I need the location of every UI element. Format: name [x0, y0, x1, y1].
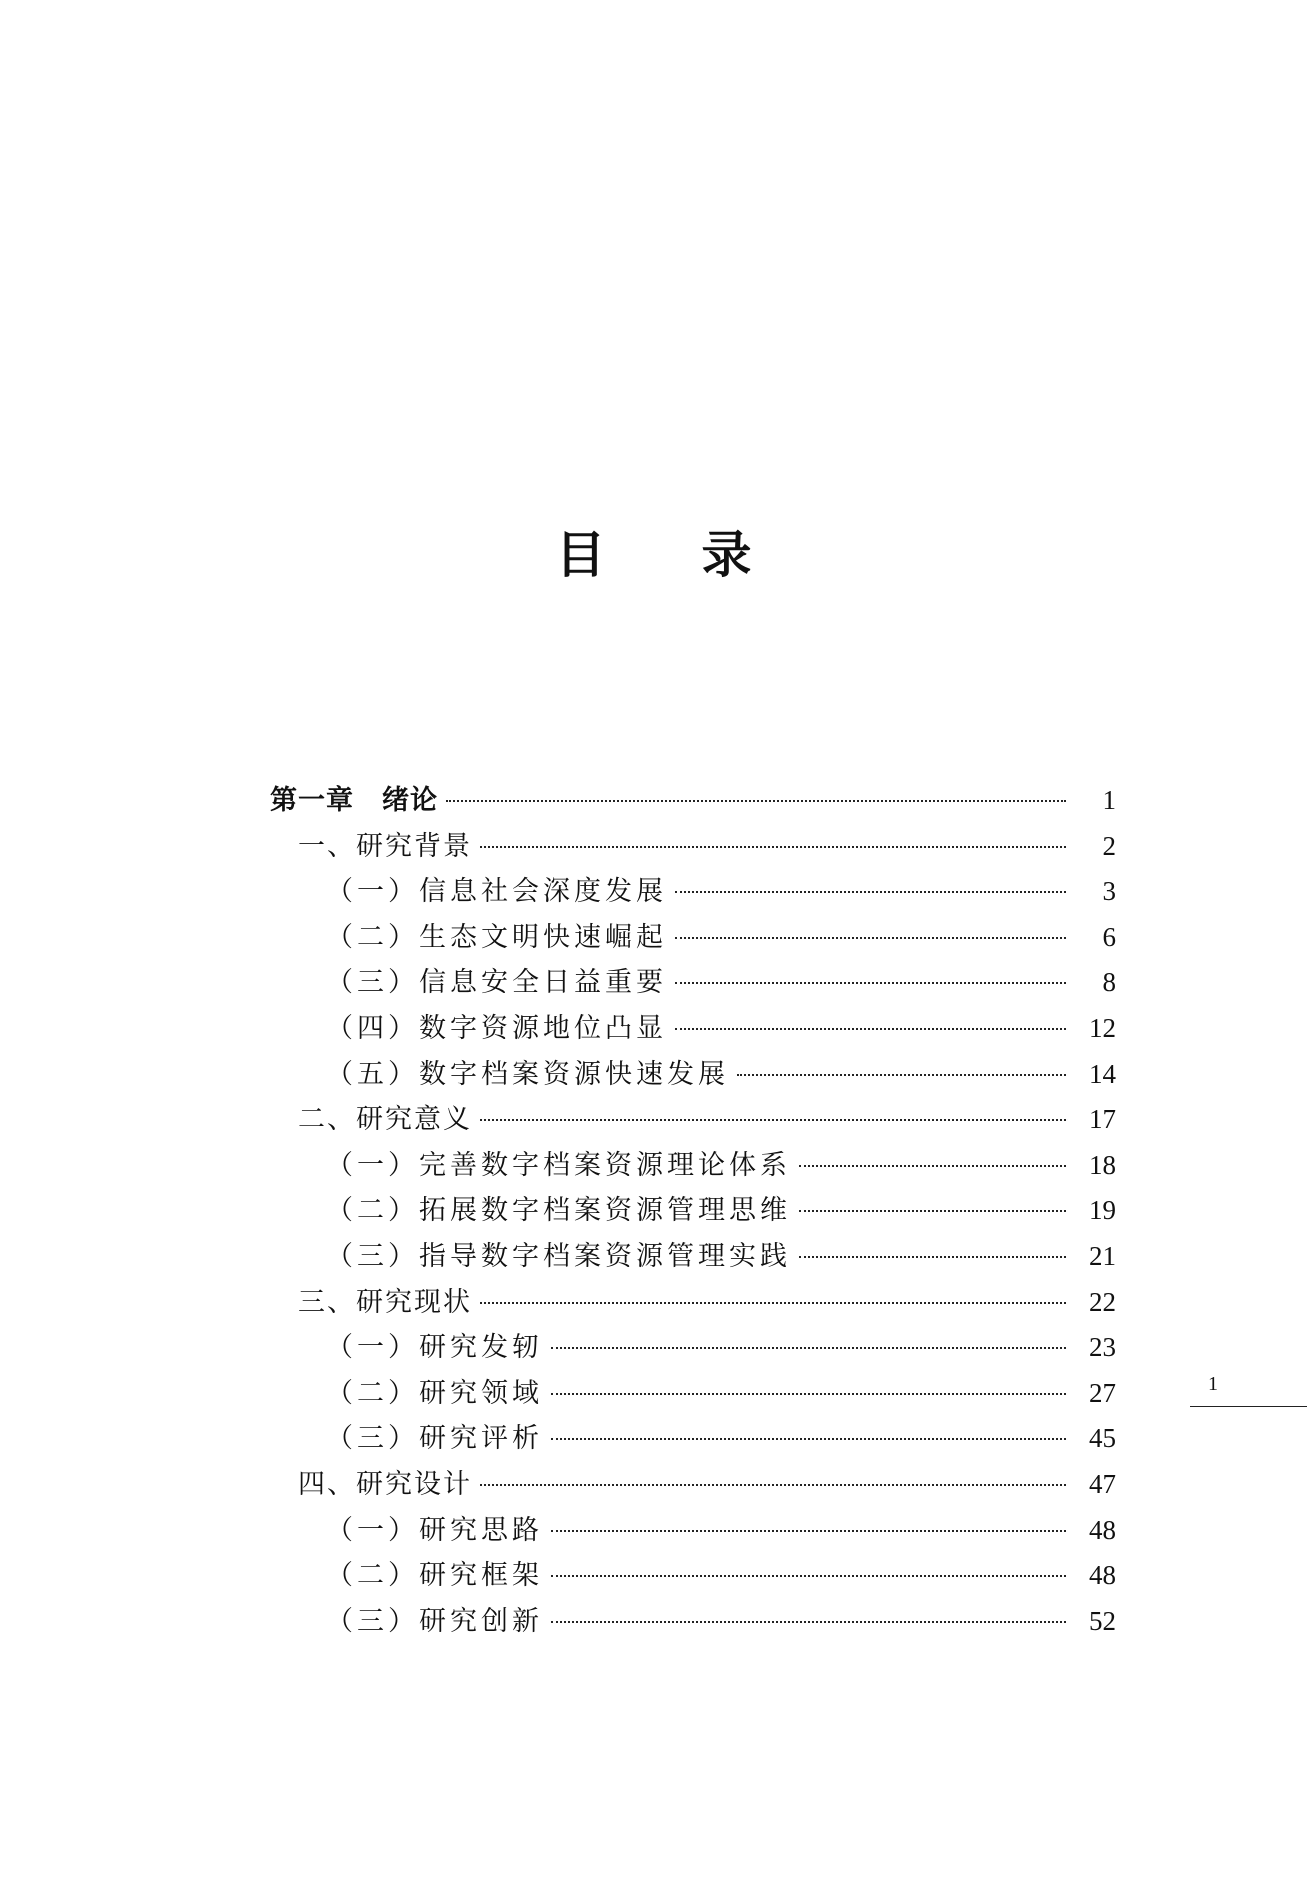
dot-leader [551, 1438, 1066, 1440]
dot-leader [675, 937, 1066, 939]
dot-leader [551, 1347, 1066, 1349]
dot-leader [737, 1074, 1066, 1076]
dot-leader [551, 1393, 1066, 1395]
folio-page-number: 1 [1208, 1373, 1218, 1395]
toc-entry-page-number: 23 [1089, 1332, 1116, 1363]
toc-entry-page-number: 45 [1089, 1423, 1116, 1454]
toc-entry-section[interactable] [270, 824, 1116, 870]
toc-entry-page-number: 27 [1089, 1377, 1116, 1408]
dot-leader [675, 982, 1066, 984]
toc-entry-subsection[interactable] [270, 1508, 1116, 1554]
toc-entry-label: （一）研究思路 [326, 1514, 543, 1546]
toc-entry-page-number: 19 [1089, 1195, 1116, 1226]
toc-entry-page-number: 6 [1102, 921, 1116, 952]
toc-entry-subsection[interactable] [270, 960, 1116, 1006]
toc-entry-label: （一）信息社会深度发展 [326, 876, 667, 908]
dot-leader [446, 800, 1066, 802]
toc-entry-section[interactable] [270, 1097, 1116, 1143]
toc-entry-subsection[interactable] [270, 1143, 1116, 1189]
toc-entry-subsection[interactable] [270, 869, 1116, 915]
toc-entry-chapter-1[interactable] [270, 778, 1116, 824]
toc-entry-page-number: 48 [1089, 1560, 1116, 1591]
toc-entry-label: （二）生态文明快速崛起 [326, 921, 667, 953]
dot-leader [799, 1210, 1066, 1212]
dot-leader [799, 1256, 1066, 1258]
toc-entry-page-number: 2 [1102, 830, 1116, 861]
toc-entry-subsection[interactable] [270, 1325, 1116, 1371]
toc-entry-subsection[interactable] [270, 1553, 1116, 1599]
toc-entry-label: （三）研究创新 [326, 1605, 543, 1637]
toc-entry-subsection[interactable] [270, 1234, 1116, 1280]
toc-entry-label: （三）指导数字档案资源管理实践 [326, 1240, 791, 1272]
toc-entry-page-number: 12 [1089, 1012, 1116, 1043]
toc-entry-label: （三）研究评析 [326, 1423, 543, 1455]
title-char-1: 目 [555, 526, 606, 584]
dot-leader [551, 1621, 1066, 1623]
toc-entry-section[interactable] [270, 1280, 1116, 1326]
toc-entry-subsection[interactable] [270, 1599, 1116, 1645]
toc-entry-subsection[interactable] [270, 1188, 1116, 1234]
dot-leader [675, 891, 1066, 893]
title-char-2: 录 [701, 526, 752, 584]
toc-entry-label: （二）拓展数字档案资源管理思维 [326, 1195, 791, 1227]
dot-leader [480, 1484, 1066, 1486]
toc-entry-subsection[interactable] [270, 915, 1116, 961]
toc-entry-page-number: 8 [1102, 967, 1116, 998]
toc-entry-page-number: 17 [1089, 1104, 1116, 1135]
toc-entry-label: 第一章 绪论 [270, 785, 438, 816]
toc-entry-label: （二）研究框架 [326, 1560, 543, 1592]
toc-entry-label: （二）研究领域 [326, 1377, 543, 1409]
dot-leader [551, 1575, 1066, 1577]
toc-entry-page-number: 1 [1102, 785, 1116, 815]
folio-rule [1190, 1406, 1307, 1407]
toc-entry-page-number: 47 [1089, 1468, 1116, 1499]
toc-entry-page-number: 21 [1089, 1240, 1116, 1271]
toc-entry-page-number: 48 [1089, 1514, 1116, 1545]
page-title [0, 515, 1307, 587]
toc-entry-page-number: 14 [1089, 1058, 1116, 1089]
toc-entry-page-number: 52 [1089, 1605, 1116, 1636]
toc-entry-subsection[interactable] [270, 1371, 1116, 1417]
dot-leader [799, 1165, 1066, 1167]
toc-entry-label: 四、研究设计 [298, 1468, 472, 1500]
toc-entry-label: 一、研究背景 [298, 830, 472, 862]
toc-entry-label: （一）研究发轫 [326, 1332, 543, 1364]
toc-entry-page-number: 3 [1102, 876, 1116, 907]
dot-leader [551, 1530, 1066, 1532]
toc-entry-label: （五）数字档案资源快速发展 [326, 1058, 729, 1090]
toc-entry-label: （一）完善数字档案资源理论体系 [326, 1149, 791, 1181]
folio [1190, 1372, 1307, 1407]
dot-leader [480, 1302, 1066, 1304]
table-of-contents [270, 778, 1116, 1644]
toc-entry-subsection[interactable] [270, 1006, 1116, 1052]
dot-leader [480, 846, 1066, 848]
toc-entry-page-number: 22 [1089, 1286, 1116, 1317]
toc-entry-label: 二、研究意义 [298, 1104, 472, 1136]
toc-entry-subsection[interactable] [270, 1052, 1116, 1098]
toc-entry-subsection[interactable] [270, 1416, 1116, 1462]
toc-entry-label: （三）信息安全日益重要 [326, 967, 667, 999]
toc-entry-page-number: 18 [1089, 1149, 1116, 1180]
toc-entry-section[interactable] [270, 1462, 1116, 1508]
toc-entry-label: （四）数字资源地位凸显 [326, 1012, 667, 1044]
dot-leader [480, 1119, 1066, 1121]
dot-leader [675, 1028, 1066, 1030]
toc-entry-label: 三、研究现状 [298, 1286, 472, 1318]
